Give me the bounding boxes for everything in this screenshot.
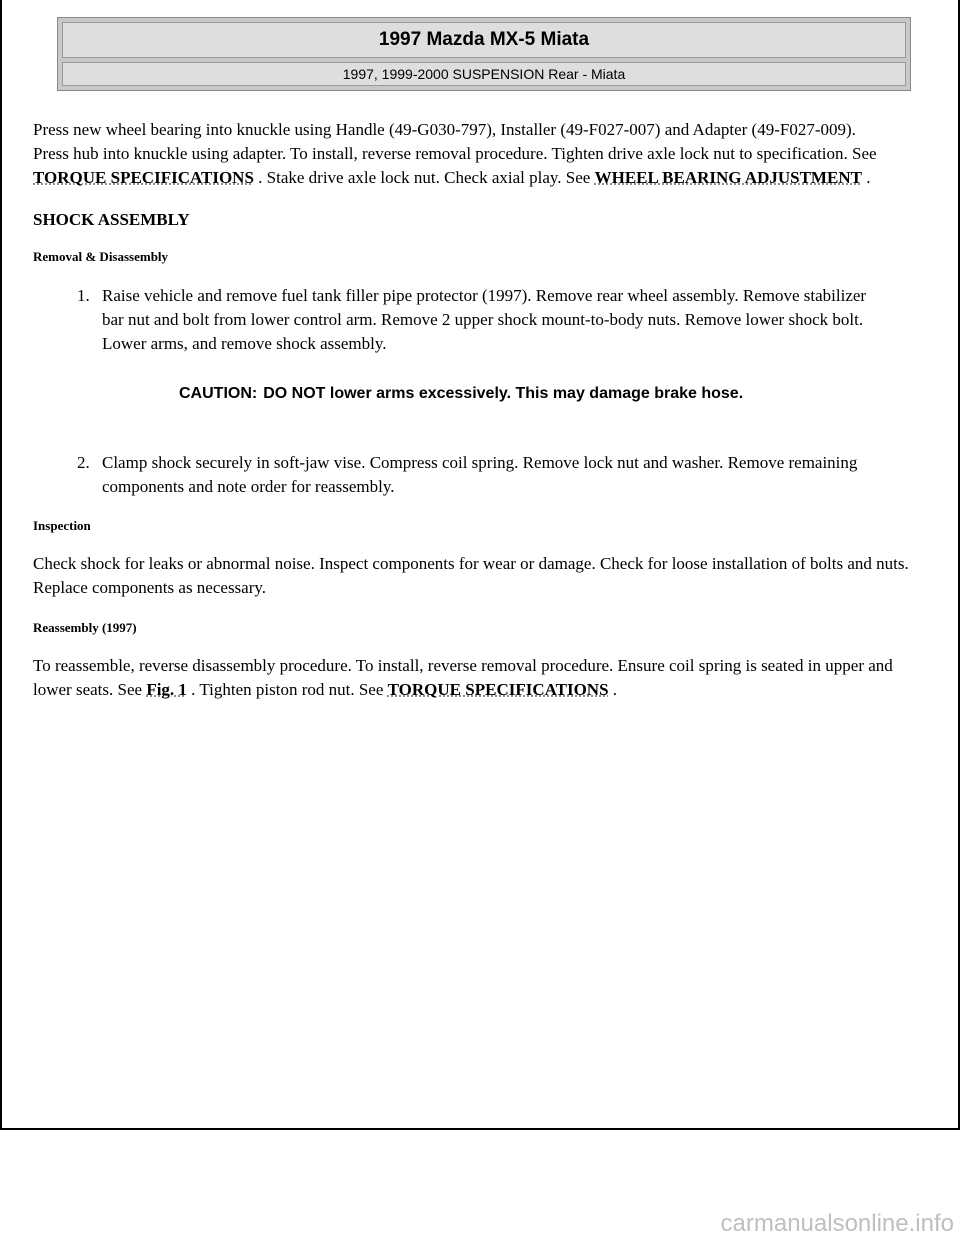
page-frame-left bbox=[0, 0, 2, 1130]
shock-assembly-heading: SHOCK ASSEMBLY bbox=[33, 210, 190, 229]
caution-text: DO NOT lower arms excessively. This may damage brake hose. bbox=[263, 385, 744, 402]
reassembly-text-3: . bbox=[608, 680, 618, 699]
reassembly-heading: Reassembly (1997) bbox=[33, 620, 137, 635]
watermark: carmanualsonline.info bbox=[720, 1210, 954, 1237]
removal-disassembly-heading: Removal & Disassembly bbox=[33, 249, 169, 264]
step-number: 1. bbox=[77, 286, 90, 305]
reassembly-text-2: . Tighten piston rod nut. See bbox=[186, 680, 388, 699]
reassembly-paragraph bbox=[33, 654, 913, 702]
wheel-bearing-adjustment-link[interactable]: WHEEL BEARING ADJUSTMENT bbox=[594, 168, 862, 187]
inspection-heading: Inspection bbox=[33, 518, 91, 533]
removal-steps-continued bbox=[33, 451, 913, 499]
page-frame-bottom bbox=[0, 1128, 960, 1130]
document-header bbox=[57, 17, 911, 91]
torque-specifications-link[interactable]: TORQUE SPECIFICATIONS bbox=[33, 168, 254, 187]
step-text: Clamp shock securely in soft-jaw vise. Compress coil spring. Remove lock nut and washer. Remove remaining components and note order for reassembly. bbox=[102, 453, 858, 496]
torque-specifications-link-2[interactable]: TORQUE SPECIFICATIONS bbox=[387, 680, 609, 699]
document-subtitle: 1997, 1999-2000 SUSPENSION Rear - Miata bbox=[62, 62, 906, 86]
intro-paragraph bbox=[33, 118, 893, 190]
caution-label: CAUTION: bbox=[179, 385, 258, 402]
intro-text-2: . Stake drive axle lock nut. Check axial play. See bbox=[253, 168, 595, 187]
intro-text-3: . bbox=[861, 168, 871, 187]
caution-note bbox=[179, 384, 913, 404]
removal-steps bbox=[33, 284, 913, 356]
document-title: 1997 Mazda MX-5 Miata bbox=[62, 22, 906, 58]
inspection-paragraph: Check shock for leaks or abnormal noise. Inspect components for wear or damage. Check for loose installation of bolts and nuts. Replace components as necessary. bbox=[33, 554, 909, 597]
step-item-2 bbox=[33, 451, 913, 499]
step-number: 2. bbox=[77, 453, 90, 472]
step-item-1 bbox=[33, 284, 913, 356]
document-body bbox=[33, 118, 913, 702]
fig-1-link[interactable]: Fig. 1 bbox=[146, 680, 187, 699]
step-text: Raise vehicle and remove fuel tank filler pipe protector (1997). Remove rear wheel assembly. Remove stabilizer bar nut and bolt from lower control arm. Remove 2 upper shock mount-to-body nuts. Remove lower shock bolt. Lower arms, and remove shock assembly. bbox=[102, 286, 867, 353]
intro-text-1: Press new wheel bearing into knuckle using Handle (49-G030-797), Installer (49-F027-007) and Adapter (49-F027-009). Press hub into knuckle using adapter. To install, reverse removal procedure. Tighten drive axle lock nut to specification. See bbox=[33, 120, 877, 163]
reassembly-text-1: To reassemble, reverse disassembly procedure. To install, reverse removal procedure. Ensure coil spring is seated in upper and lower seats. See bbox=[33, 656, 893, 699]
